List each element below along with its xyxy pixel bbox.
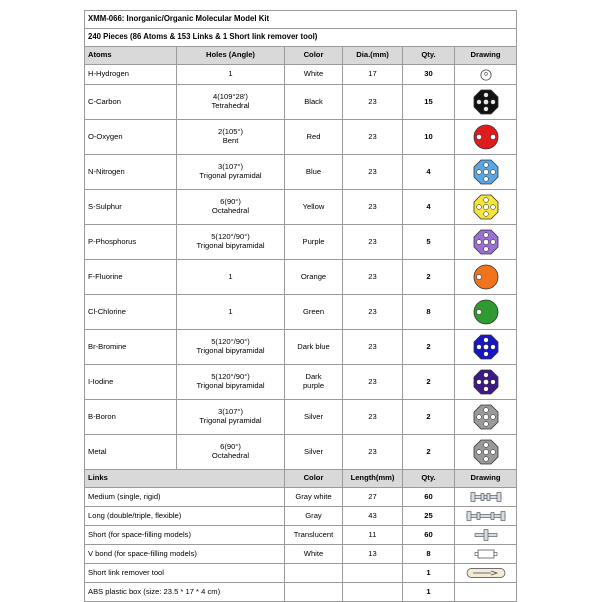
link-length: 11 [343, 526, 403, 545]
link-quantity: 60 [403, 526, 455, 545]
atom-hole-count: 5(120°/90°) [211, 337, 250, 347]
link-drawing [455, 583, 517, 602]
atom-drawing [455, 190, 517, 225]
atom-geometry: Tetrahedral [211, 101, 250, 110]
link-name: V bond (for space-filling models) [85, 545, 285, 564]
kit-contents: 240 Pieces (86 Atoms & 153 Links & 1 Short link remover tool) [85, 29, 517, 47]
atom-diameter: 23 [343, 155, 403, 190]
link-drawing [455, 488, 517, 507]
atom-row [85, 365, 517, 400]
atom-color [285, 85, 343, 120]
atom-quantity: 8 [403, 295, 455, 330]
link-header-row [85, 470, 517, 488]
atom-name: H-Hydrogen [85, 65, 177, 85]
atom-drawing [455, 225, 517, 260]
link-row [85, 507, 517, 526]
short-link-icon [461, 528, 511, 542]
atom-ball-icon [472, 88, 500, 116]
atom-ball-icon [472, 333, 500, 361]
atom-name: B-Boron [85, 400, 177, 435]
header-quantity: Qty. [403, 47, 455, 65]
atom-ball-icon [472, 403, 500, 431]
kit-title: XMM-066: Inorganic/Organic Molecular Model Kit [85, 11, 517, 29]
atom-color [285, 190, 343, 225]
atom-diameter: 23 [343, 260, 403, 295]
atom-geometry: Trigonal pyramidal [199, 171, 262, 180]
link-length [343, 583, 403, 602]
atom-color [285, 225, 343, 260]
atom-color-name: Silver [304, 411, 323, 421]
atom-quantity: 30 [403, 65, 455, 85]
atom-name: F-Fluorine [85, 260, 177, 295]
atom-hole-count: 5(120°/90°) [211, 232, 250, 242]
model-kit-spec-sheet [84, 10, 516, 596]
link-drawing [455, 526, 517, 545]
header-atoms: Atoms [85, 47, 177, 65]
atom-quantity: 2 [403, 435, 455, 470]
atom-hole-count: 1 [228, 306, 233, 316]
atom-quantity: 2 [403, 330, 455, 365]
atom-quantity: 4 [403, 155, 455, 190]
atom-hole-count: 5(120°/90°) [211, 372, 250, 382]
atom-quantity: 2 [403, 365, 455, 400]
atom-hole-count: 1 [228, 69, 233, 79]
spec-table [84, 10, 517, 602]
atom-row [85, 85, 517, 120]
link-drawing [455, 564, 517, 583]
atom-ball-icon [472, 438, 500, 466]
link-name: ABS plastic box (size: 23.5 * 17 * 4 cm) [85, 583, 285, 602]
atom-color [285, 65, 343, 85]
link-quantity: 8 [403, 545, 455, 564]
atom-geometry: Trigonal bipyramidal [196, 241, 265, 250]
atom-color [285, 400, 343, 435]
header-color: Color [285, 47, 343, 65]
atom-ball-icon [472, 158, 500, 186]
atom-ball-icon [478, 67, 494, 83]
atom-holes [177, 400, 285, 435]
atom-quantity: 15 [403, 85, 455, 120]
header-link-drawing: Drawing [455, 470, 517, 488]
link-length: 13 [343, 545, 403, 564]
atom-color-name-2: purple [302, 381, 325, 390]
header-diameter: Dia.(mm) [343, 47, 403, 65]
atom-diameter: 23 [343, 190, 403, 225]
link-row [85, 526, 517, 545]
link-quantity: 1 [403, 564, 455, 583]
header-drawing: Drawing [455, 47, 517, 65]
atom-color-name: Yellow [302, 201, 325, 211]
atom-ball-icon [472, 193, 500, 221]
atom-color-name: White [303, 69, 324, 79]
header-holes: Holes (Angle) [177, 47, 285, 65]
header-link-color: Color [285, 470, 343, 488]
atom-holes [177, 85, 285, 120]
atom-ball-icon [472, 368, 500, 396]
link-row [85, 488, 517, 507]
remover-tool-icon [461, 566, 511, 580]
atom-name: S-Sulphur [85, 190, 177, 225]
atom-name: I-Iodine [85, 365, 177, 400]
link-name: Long (double/triple, flexible) [85, 507, 285, 526]
atom-color-name: Silver [304, 446, 323, 456]
atom-drawing [455, 65, 517, 85]
atom-geometry: Bent [222, 136, 239, 145]
link-row [85, 564, 517, 583]
atom-ball-icon [472, 263, 500, 291]
atom-diameter: 23 [343, 435, 403, 470]
atom-ball-icon [472, 228, 500, 256]
atom-name: Br-Bromine [85, 330, 177, 365]
header-links: Links [85, 470, 285, 488]
atom-hole-count: 2(105°) [218, 127, 243, 137]
atom-drawing [455, 435, 517, 470]
atom-name: C-Carbon [85, 85, 177, 120]
atom-holes [177, 155, 285, 190]
atom-drawing [455, 330, 517, 365]
link-name: Short (for space-filling models) [85, 526, 285, 545]
atom-drawing [455, 365, 517, 400]
atom-name: P-Phosphorus [85, 225, 177, 260]
atom-quantity: 2 [403, 260, 455, 295]
atom-color [285, 155, 343, 190]
atom-color-name: Dark [305, 372, 322, 382]
atom-drawing [455, 120, 517, 155]
link-length [343, 564, 403, 583]
v-bond-icon [461, 547, 511, 561]
atom-diameter: 23 [343, 120, 403, 155]
atom-color-name: Blue [305, 166, 322, 176]
link-color: Translucent [285, 526, 343, 545]
atom-name: N-Nitrogen [85, 155, 177, 190]
atom-diameter: 23 [343, 295, 403, 330]
link-drawing [455, 545, 517, 564]
link-color [285, 583, 343, 602]
atom-diameter: 23 [343, 85, 403, 120]
title-row-2 [85, 29, 517, 47]
atom-color-name: Black [304, 96, 323, 106]
atom-row [85, 260, 517, 295]
header-link-quantity: Qty. [403, 470, 455, 488]
atom-row [85, 435, 517, 470]
atom-diameter: 17 [343, 65, 403, 85]
atom-row [85, 190, 517, 225]
atom-geometry: Trigonal pyramidal [199, 416, 262, 425]
link-length: 27 [343, 488, 403, 507]
atom-row [85, 225, 517, 260]
atom-color-name: Dark blue [297, 341, 330, 351]
atom-color [285, 120, 343, 155]
atom-diameter: 23 [343, 400, 403, 435]
link-color: White [285, 545, 343, 564]
atom-drawing [455, 295, 517, 330]
atom-geometry: Trigonal bipyramidal [196, 346, 265, 355]
link-color [285, 564, 343, 583]
atom-diameter: 23 [343, 225, 403, 260]
link-quantity: 1 [403, 583, 455, 602]
atom-holes [177, 295, 285, 330]
atom-drawing [455, 400, 517, 435]
atom-row [85, 295, 517, 330]
atom-holes [177, 435, 285, 470]
atom-hole-count: 3(107°) [218, 407, 243, 417]
link-name: Short link remover tool [85, 564, 285, 583]
atom-hole-count: 3(107°) [218, 162, 243, 172]
atom-ball-icon [472, 298, 500, 326]
atom-color-name: Red [306, 131, 321, 141]
atom-color-name: Purple [302, 236, 325, 246]
atom-holes [177, 225, 285, 260]
link-row [85, 545, 517, 564]
atom-quantity: 10 [403, 120, 455, 155]
atom-row [85, 155, 517, 190]
atom-quantity: 2 [403, 400, 455, 435]
atom-drawing [455, 155, 517, 190]
atom-name: O-Oxygen [85, 120, 177, 155]
atom-holes [177, 365, 285, 400]
atom-color-name: Green [302, 306, 325, 316]
atom-geometry: Octahedral [211, 206, 250, 215]
atom-name: Metal [85, 435, 177, 470]
atom-name: Cl-Chlorine [85, 295, 177, 330]
atom-ball-icon [472, 123, 500, 151]
atom-drawing [455, 260, 517, 295]
link-color: Gray [285, 507, 343, 526]
atom-hole-count: 6(90°) [220, 197, 241, 207]
link-rod-icon [461, 509, 511, 523]
atom-header-row [85, 47, 517, 65]
title-row-1 [85, 11, 517, 29]
header-link-length: Length(mm) [343, 470, 403, 488]
atom-holes [177, 65, 285, 85]
atom-geometry: Octahedral [211, 451, 250, 460]
atom-row [85, 120, 517, 155]
atom-color [285, 330, 343, 365]
atom-holes [177, 260, 285, 295]
link-row [85, 583, 517, 602]
link-length: 43 [343, 507, 403, 526]
atom-drawing [455, 85, 517, 120]
atom-hole-count: 6(90°) [220, 442, 241, 452]
link-quantity: 25 [403, 507, 455, 526]
atom-row [85, 65, 517, 85]
atom-color [285, 365, 343, 400]
atom-geometry: Trigonal bipyramidal [196, 381, 265, 390]
atom-row [85, 330, 517, 365]
atom-color [285, 260, 343, 295]
atom-quantity: 5 [403, 225, 455, 260]
atom-row [85, 400, 517, 435]
atom-quantity: 4 [403, 190, 455, 225]
atom-holes [177, 120, 285, 155]
atom-diameter: 23 [343, 330, 403, 365]
atom-hole-count: 1 [228, 271, 233, 281]
atom-holes [177, 330, 285, 365]
atom-holes [177, 190, 285, 225]
link-rod-icon [461, 490, 511, 504]
link-quantity: 60 [403, 488, 455, 507]
link-name: Medium (single, rigid) [85, 488, 285, 507]
link-color: Gray white [285, 488, 343, 507]
atom-color [285, 295, 343, 330]
link-drawing [455, 507, 517, 526]
atom-color-name: Orange [300, 271, 327, 281]
atom-color [285, 435, 343, 470]
atom-hole-count: 4(109°28') [213, 92, 248, 102]
atom-diameter: 23 [343, 365, 403, 400]
